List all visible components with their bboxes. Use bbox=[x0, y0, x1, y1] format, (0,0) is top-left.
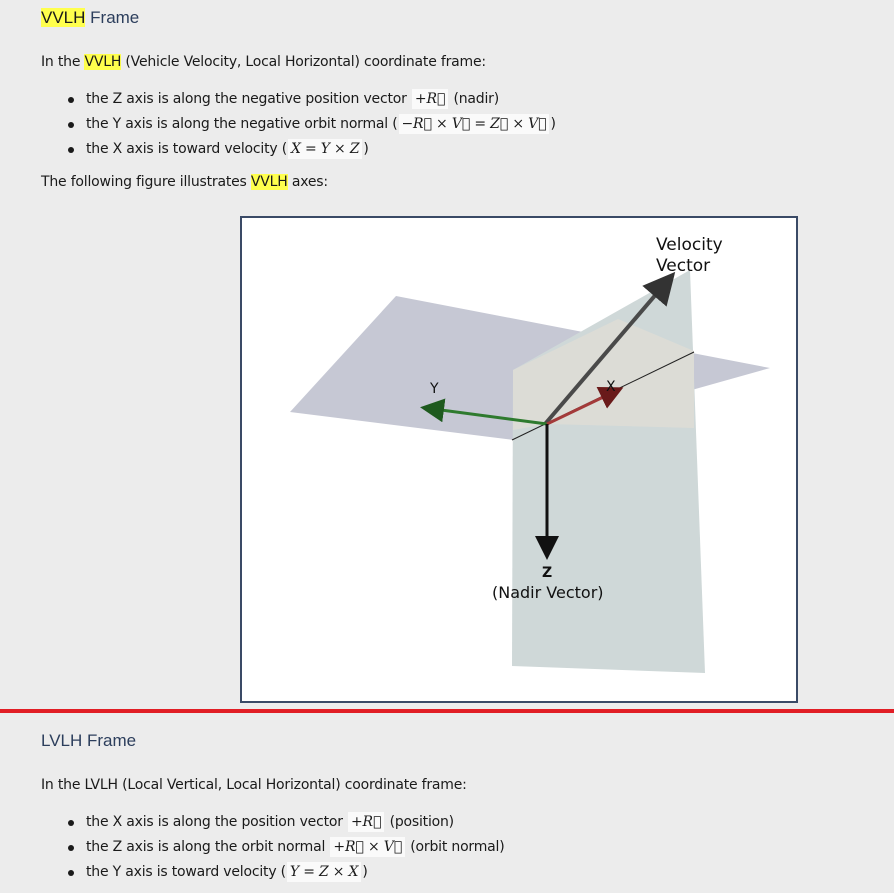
z-axis-label: Z bbox=[542, 565, 553, 581]
bullet-text: the X axis is toward velocity ( bbox=[86, 141, 287, 157]
caption-post: axes: bbox=[287, 174, 328, 190]
caption-highlight: VVLH bbox=[250, 174, 288, 190]
bullet-text: the Y axis is toward velocity ( bbox=[86, 864, 286, 880]
vvlh-intro-post: (Vehicle Velocity, Local Horizontal) coordinate frame: bbox=[121, 54, 486, 70]
list-item bbox=[66, 811, 505, 836]
math-expression: X = Y × Z bbox=[288, 139, 362, 159]
caption-pre: The following figure illustrates bbox=[41, 174, 251, 190]
vvlh-heading bbox=[41, 8, 139, 28]
bullet-text: ) bbox=[550, 116, 556, 132]
math-expression: +R⃗ bbox=[348, 812, 384, 832]
math-expression: −R⃗ × V⃗ = Z⃗ × V⃗ bbox=[399, 114, 550, 134]
velocity-label-line2: Vector bbox=[656, 256, 711, 276]
velocity-label-line1: Velocity bbox=[656, 235, 723, 255]
lvlh-intro: In the LVLH (Local Vertical, Local Horizontal) coordinate frame: bbox=[41, 777, 467, 793]
bullet-text: (orbit normal) bbox=[406, 839, 505, 855]
bullet-text: the Z axis is along the negative position vector bbox=[86, 91, 411, 107]
vvlh-heading-rest: Frame bbox=[85, 8, 140, 27]
list-item bbox=[66, 861, 505, 886]
vvlh-heading-highlight: VVLH bbox=[41, 8, 86, 27]
section-divider bbox=[0, 709, 894, 713]
y-axis-label: Y bbox=[430, 381, 439, 397]
vvlh-axes-diagram bbox=[242, 218, 796, 701]
list-item bbox=[66, 113, 556, 138]
bullet-text: the Z axis is along the orbit normal bbox=[86, 839, 330, 855]
math-expression: +R⃗ × V⃗ bbox=[330, 837, 405, 857]
lvlh-axis-list bbox=[66, 811, 505, 886]
list-item bbox=[66, 138, 556, 163]
bullet-text: (position) bbox=[385, 814, 454, 830]
list-item bbox=[66, 88, 556, 113]
vvlh-figure-caption bbox=[41, 174, 328, 190]
math-expression: Y = Z × X bbox=[287, 862, 361, 882]
math-expression: +R⃗ bbox=[412, 89, 448, 109]
bullet-text: ) bbox=[363, 141, 369, 157]
nadir-label: (Nadir Vector) bbox=[492, 583, 604, 602]
x-axis-label: X bbox=[606, 379, 616, 395]
lvlh-heading: LVLH Frame bbox=[41, 731, 137, 750]
bullet-text: (nadir) bbox=[449, 91, 499, 107]
vvlh-intro bbox=[41, 54, 486, 70]
list-item bbox=[66, 836, 505, 861]
vvlh-intro-pre: In the bbox=[41, 54, 85, 70]
bullet-text: ) bbox=[362, 864, 368, 880]
vvlh-axis-list bbox=[66, 88, 556, 163]
vvlh-intro-highlight: VVLH bbox=[84, 54, 122, 70]
vvlh-axes-figure bbox=[240, 216, 798, 703]
bullet-text: the Y axis is along the negative orbit normal ( bbox=[86, 116, 398, 132]
bullet-text: the X axis is along the position vector bbox=[86, 814, 348, 830]
